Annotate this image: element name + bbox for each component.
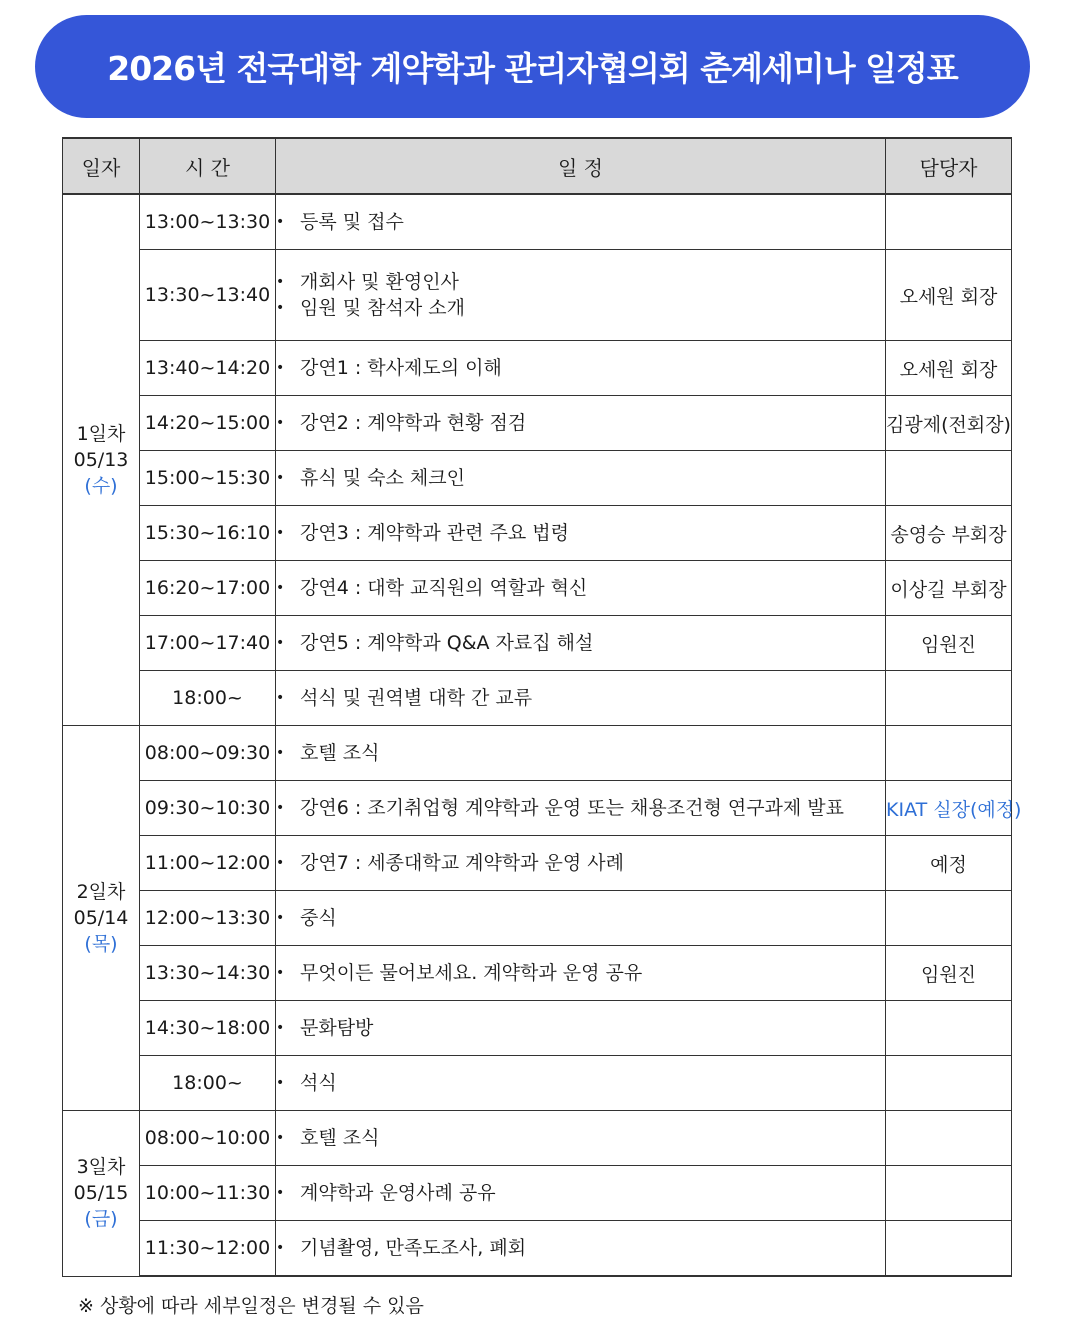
table-row xyxy=(63,616,1012,671)
bullet-icon: • xyxy=(276,360,285,376)
bullet-icon: • xyxy=(276,525,285,541)
person-cell: 김광제(전회장) xyxy=(886,396,1012,451)
person-cell xyxy=(886,1056,1012,1111)
table-row xyxy=(63,396,1012,451)
event-cell xyxy=(276,250,886,341)
table-row xyxy=(63,671,1012,726)
table-row xyxy=(63,341,1012,396)
event-cell xyxy=(276,194,886,250)
event-text: 문화탐방 xyxy=(300,1017,374,1039)
person-cell: 예정 xyxy=(886,836,1012,891)
table-row xyxy=(63,194,1012,250)
event-text: 계약학과 운영사례 공유 xyxy=(300,1182,496,1204)
time-cell: 18:00~ xyxy=(140,1056,276,1111)
time-cell: 12:00~13:30 xyxy=(140,891,276,946)
day-cell xyxy=(63,726,140,1111)
event-cell xyxy=(276,1001,886,1056)
table-row xyxy=(63,946,1012,1001)
event-text: 강연5 : 계약학과 Q&A 자료집 해설 xyxy=(300,632,594,654)
event-cell xyxy=(276,726,886,781)
header-event: 일 정 xyxy=(276,138,886,194)
event-text: 중식 xyxy=(300,907,337,929)
event-cell xyxy=(276,1166,886,1221)
time-cell: 14:30~18:00 xyxy=(140,1001,276,1056)
bullet-icon: • xyxy=(276,470,285,486)
person-cell xyxy=(886,1111,1012,1166)
event-cell xyxy=(276,1111,886,1166)
time-cell: 18:00~ xyxy=(140,671,276,726)
person-cell xyxy=(886,1001,1012,1056)
event-item xyxy=(276,630,885,656)
table-row xyxy=(63,1166,1012,1221)
event-cell xyxy=(276,451,886,506)
table-header-row xyxy=(63,138,1012,194)
time-cell: 15:00~15:30 xyxy=(140,451,276,506)
event-cell xyxy=(276,671,886,726)
event-item xyxy=(276,850,885,876)
event-text: 임원 및 참석자 소개 xyxy=(300,297,465,319)
event-cell xyxy=(276,836,886,891)
table-row xyxy=(63,1056,1012,1111)
table-row xyxy=(63,781,1012,836)
person-cell xyxy=(886,1221,1012,1277)
table-row xyxy=(63,726,1012,781)
event-text: 무엇이든 물어보세요. 계약학과 운영 공유 xyxy=(300,962,643,984)
event-text: 강연1 : 학사제도의 이해 xyxy=(300,357,502,379)
time-cell: 09:30~10:30 xyxy=(140,781,276,836)
time-cell: 14:20~15:00 xyxy=(140,396,276,451)
day-cell xyxy=(63,194,140,726)
day-label: 3일차 xyxy=(76,1156,126,1179)
event-text: 강연7 : 세종대학교 계약학과 운영 사례 xyxy=(300,852,624,874)
event-item xyxy=(276,1015,885,1041)
page-title: 2026년 전국대학 계약학과 관리자협의회 춘계세미나 일정표 xyxy=(107,49,958,88)
event-item xyxy=(276,575,885,601)
event-text: 등록 및 접수 xyxy=(300,211,404,233)
time-cell: 08:00~09:30 xyxy=(140,726,276,781)
time-cell: 13:00~13:30 xyxy=(140,194,276,250)
event-text: 호텔 조식 xyxy=(300,742,380,764)
table-row xyxy=(63,891,1012,946)
event-item xyxy=(276,960,885,986)
bullet-icon: • xyxy=(276,690,285,706)
footnote: ※ 상황에 따라 세부일정은 변경될 수 있음 xyxy=(78,1295,424,1317)
event-text: 강연6 : 조기취업형 계약학과 운영 또는 채용조건형 연구과제 발표 xyxy=(300,797,845,819)
event-cell xyxy=(276,1221,886,1277)
event-text: 휴식 및 숙소 체크인 xyxy=(300,467,465,489)
time-cell: 11:00~12:00 xyxy=(140,836,276,891)
event-cell xyxy=(276,341,886,396)
bullet-icon: • xyxy=(276,1185,285,1201)
event-item xyxy=(276,410,885,436)
person-cell: 임원진 xyxy=(886,616,1012,671)
table-row xyxy=(63,561,1012,616)
bullet-icon: • xyxy=(276,635,285,651)
event-cell xyxy=(276,891,886,946)
person-cell: 임원진 xyxy=(886,946,1012,1001)
day-date: 05/13 xyxy=(73,449,129,471)
schedule-body xyxy=(63,194,1022,1276)
event-item xyxy=(276,209,885,235)
time-cell: 13:30~13:40 xyxy=(140,250,276,341)
table-row xyxy=(63,250,1012,341)
table-row xyxy=(63,836,1012,891)
table-row xyxy=(63,451,1012,506)
table-row xyxy=(63,1111,1012,1166)
event-item xyxy=(276,795,885,821)
title-banner xyxy=(35,15,1030,118)
day-weekday: (목) xyxy=(84,933,118,955)
bullet-icon: • xyxy=(276,214,285,230)
event-cell xyxy=(276,1056,886,1111)
time-cell: 17:00~17:40 xyxy=(140,616,276,671)
event-text: 석식 및 권역별 대학 간 교류 xyxy=(300,687,533,709)
bullet-icon: • xyxy=(276,910,285,926)
day-date: 05/15 xyxy=(73,1182,129,1205)
day-label: 2일차 xyxy=(76,881,126,903)
person-cell xyxy=(886,726,1012,781)
event-text: 기념촬영, 만족도조사, 폐회 xyxy=(300,1237,527,1259)
event-item xyxy=(276,355,885,381)
event-text: 강연3 : 계약학과 관련 주요 법령 xyxy=(300,522,569,544)
event-item xyxy=(276,1235,885,1261)
bullet-icon: • xyxy=(276,1075,285,1091)
bullet-icon: • xyxy=(276,1130,285,1146)
day-weekday: (금) xyxy=(84,1208,118,1231)
day-cell xyxy=(63,1111,140,1277)
bullet-icon: • xyxy=(276,415,285,431)
time-cell: 15:30~16:10 xyxy=(140,506,276,561)
day-label: 1일차 xyxy=(76,423,126,445)
event-cell xyxy=(276,616,886,671)
event-item xyxy=(276,520,885,546)
event-item xyxy=(276,905,885,931)
person-cell xyxy=(886,891,1012,946)
person-cell xyxy=(886,671,1012,726)
person-cell: 오세원 회장 xyxy=(886,341,1012,396)
bullet-icon: • xyxy=(276,965,285,981)
bullet-icon: • xyxy=(276,745,285,761)
time-cell: 08:00~10:00 xyxy=(140,1111,276,1166)
event-text: 강연4 : 대학 교직원의 역할과 혁신 xyxy=(300,577,588,599)
event-text: 호텔 조식 xyxy=(300,1127,380,1149)
event-item xyxy=(276,269,885,295)
table-row xyxy=(63,1001,1012,1056)
event-cell xyxy=(276,561,886,616)
event-item xyxy=(276,1125,885,1151)
event-text: 개회사 및 환영인사 xyxy=(300,271,459,293)
time-cell: 11:30~12:00 xyxy=(140,1221,276,1277)
event-text: 강연2 : 계약학과 현황 점검 xyxy=(300,412,527,434)
event-cell xyxy=(276,781,886,836)
event-item xyxy=(276,295,885,321)
person-cell: 이상길 부회장 xyxy=(886,561,1012,616)
event-item xyxy=(276,1070,885,1096)
event-item xyxy=(276,1180,885,1206)
table-row xyxy=(63,1221,1012,1277)
table-row xyxy=(63,506,1012,561)
header-time: 시 간 xyxy=(140,138,276,194)
bullet-icon: • xyxy=(276,1240,285,1256)
bullet-icon: • xyxy=(276,300,285,316)
day-weekday: (수) xyxy=(84,475,118,497)
bullet-icon: • xyxy=(276,1020,285,1036)
person-cell xyxy=(886,451,1012,506)
event-cell xyxy=(276,506,886,561)
header-day: 일자 xyxy=(63,138,140,194)
event-item xyxy=(276,465,885,491)
header-person: 담당자 xyxy=(886,138,1012,194)
time-cell: 13:30~14:30 xyxy=(140,946,276,1001)
time-cell: 16:20~17:00 xyxy=(140,561,276,616)
event-cell xyxy=(276,396,886,451)
schedule-table xyxy=(62,137,1022,1277)
time-cell: 13:40~14:20 xyxy=(140,341,276,396)
person-cell xyxy=(886,194,1012,250)
bullet-icon: • xyxy=(276,855,285,871)
person-cell: 오세원 회장 xyxy=(886,250,1012,341)
day-date: 05/14 xyxy=(73,907,129,929)
person-cell: 송영승 부회장 xyxy=(886,506,1012,561)
person-cell: KIAT 실장(예정) xyxy=(886,781,1012,836)
event-item xyxy=(276,740,885,766)
bullet-icon: • xyxy=(276,580,285,596)
event-text: 석식 xyxy=(300,1072,337,1094)
event-cell xyxy=(276,946,886,1001)
person-cell xyxy=(886,1166,1012,1221)
event-item xyxy=(276,685,885,711)
time-cell: 10:00~11:30 xyxy=(140,1166,276,1221)
bullet-icon: • xyxy=(276,274,285,290)
bullet-icon: • xyxy=(276,800,285,816)
